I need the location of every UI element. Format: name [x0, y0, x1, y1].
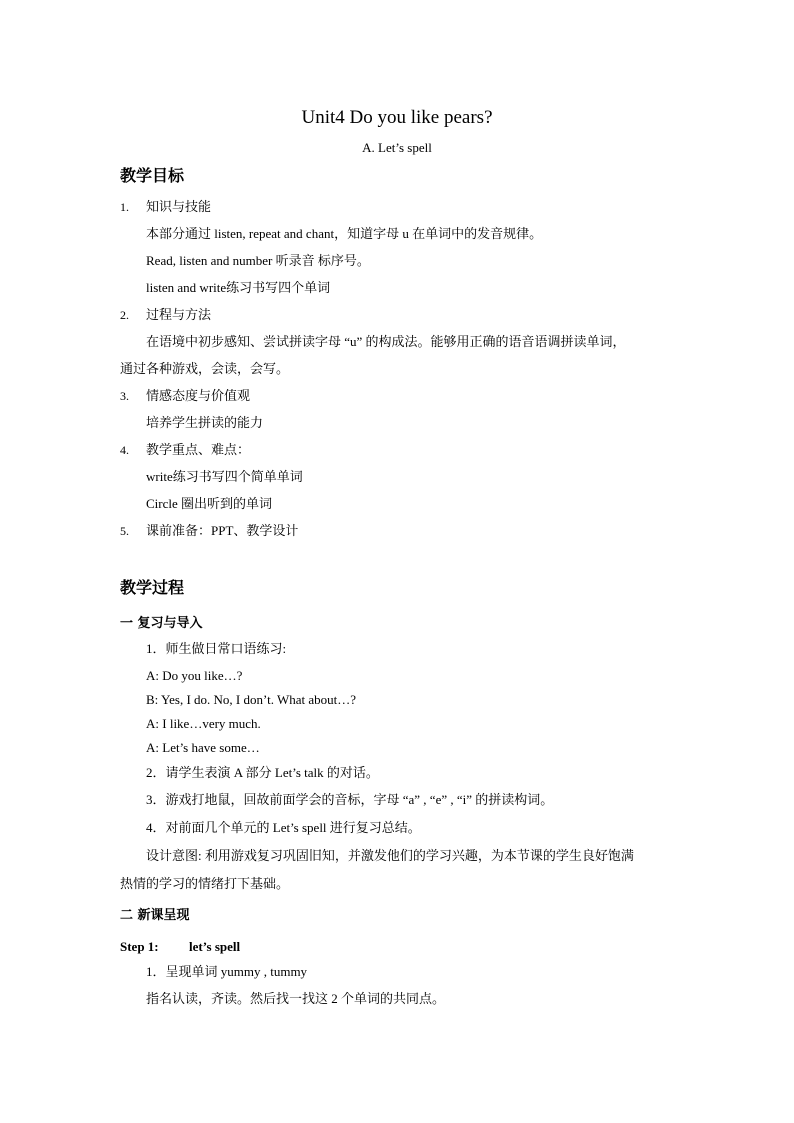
part1-heading: 一 复习与导入 — [120, 616, 203, 631]
objective-label: 情感态度与价值观 — [146, 388, 251, 403]
step-label: Step 1: — [120, 939, 159, 954]
objective-number: 3. — [120, 389, 129, 403]
knowledge-line: Read, listen and number 听录音 标序号。 — [146, 253, 370, 268]
part2-line: 1．呈现单词 yummy , tummy — [146, 964, 308, 979]
part1-line: 2．请学生表演 A 部分 Let’s talk 的对话。 — [146, 765, 379, 780]
dialogue-line: A: Do you like…? — [146, 668, 243, 683]
design-intent-line: 设计意图: 利用游戏复习巩固旧知，并激发他们的学习兴趣，为本节课的学生良好饱满 — [146, 848, 634, 863]
document-subtitle: A. Let’s spell — [362, 140, 432, 155]
objective-number: 5. — [120, 524, 129, 538]
part2-heading: 二 新课呈现 — [120, 908, 190, 923]
process-line: 通过各种游戏，会读，会写。 — [120, 361, 290, 376]
design-intent-line: 热情的学习的情绪打下基础。 — [120, 876, 290, 891]
attitude-line: 培养学生拼读的能力 — [146, 415, 264, 430]
part1-line: 3．游戏打地鼠，回故前面学会的音标，字母 “a” , “e” , “i” 的拼读构词。 — [146, 792, 554, 807]
procedure-heading: 教学过程 — [120, 578, 185, 597]
objective-number: 2. — [120, 308, 129, 322]
process-line: 在语境中初步感知、尝试拼读字母 “u” 的构成法。能够用正确的语音语调拼读单词， — [146, 334, 626, 349]
step-title: let’s spell — [189, 939, 241, 954]
dialogue-line: A: Let’s have some… — [146, 740, 260, 755]
part2-line: 指名认读，齐读。然后找一找这 2 个单词的共同点。 — [146, 991, 446, 1006]
key-point-line: write练习书写四个简单单词 — [146, 469, 303, 484]
objective-label: 教学重点、难点： — [146, 442, 251, 457]
objectives-heading: 教学目标 — [120, 166, 185, 185]
objective-number: 1. — [120, 200, 129, 214]
key-point-line: Circle 圈出听到的单词 — [146, 496, 273, 511]
knowledge-line: listen and write练习书写四个单词 — [146, 280, 331, 295]
objective-label: 知识与技能 — [146, 199, 212, 214]
knowledge-line: 本部分通过 listen, repeat and chant，知道字母 u 在单词中的发音规律。 — [146, 226, 543, 241]
objective-label: 过程与方法 — [146, 307, 212, 322]
objective-label: 课前准备：PPT、教学设计 — [146, 523, 299, 538]
objective-number: 4. — [120, 443, 129, 457]
document-title: Unit4 Do you like pears? — [301, 107, 493, 128]
dialogue-line: A: I like…very much. — [146, 716, 261, 731]
dialogue-line: B: Yes, I do. No, I don’t. What about…? — [146, 692, 357, 707]
part1-line: 1．师生做日常口语练习: — [146, 641, 287, 656]
part1-line: 4．对前面几个单元的 Let’s spell 进行复习总结。 — [146, 820, 421, 835]
